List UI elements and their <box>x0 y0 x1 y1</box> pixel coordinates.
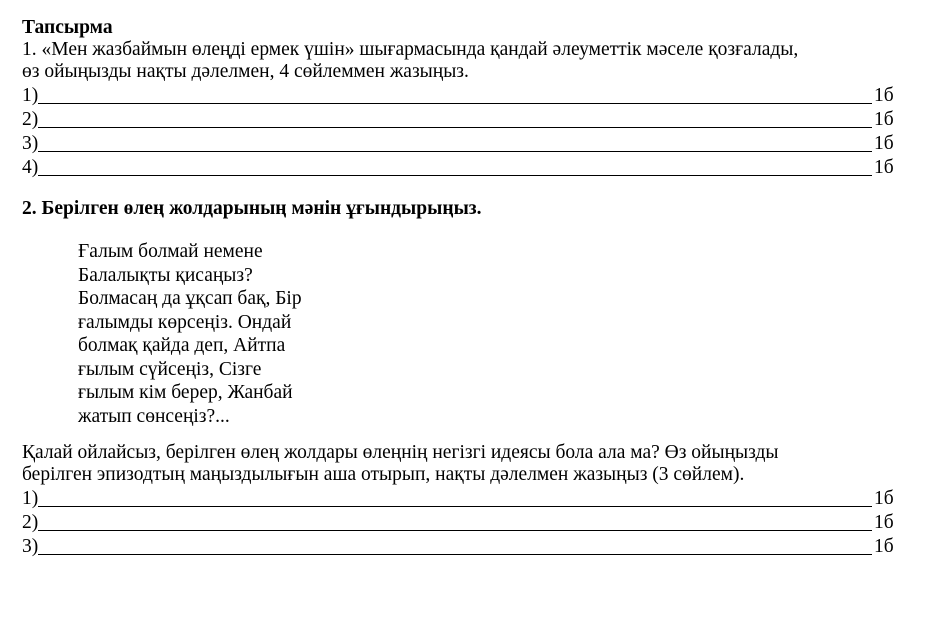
poem-line: ғылым сүйсеңіз, Сізге <box>78 358 262 380</box>
question-2-text <box>22 198 902 220</box>
question-1 <box>22 39 902 179</box>
answer-points: 1б <box>874 133 894 154</box>
answer-row-q1-4[interactable] <box>22 155 902 179</box>
answer-line[interactable] <box>38 150 872 152</box>
answer-row-q1-3[interactable] <box>22 131 902 155</box>
question-2-prompt: Берілген өлең жолдарының мәнін ұғындырыңыз. <box>36 198 482 219</box>
poem-line: ғылым кім берер, Жанбай <box>78 382 293 403</box>
answer-points: 1б <box>874 157 894 178</box>
answer-points: 1б <box>874 85 894 106</box>
question-1-text-line-2: өз ойыңызды нақты дәлелмен, 4 сөйлеммен жазыңыз. <box>22 61 469 82</box>
worksheet-title: Тапсырма <box>22 17 113 38</box>
question-2 <box>22 198 902 428</box>
answer-points: 1б <box>874 488 894 509</box>
worksheet-content <box>22 17 902 558</box>
answer-number: 1) <box>22 85 39 106</box>
question-1-text-line-1: 1. «Мен жазбаймын өлеңді ермек үшін» шығармасында қандай әлеуметтік мәселе қозғалады, <box>22 39 799 60</box>
answer-number: 2) <box>22 109 39 130</box>
poem-line: Ғалым болмай немене <box>78 241 263 262</box>
answer-line[interactable] <box>38 126 872 128</box>
answer-line[interactable] <box>38 102 872 104</box>
answer-line[interactable] <box>38 553 872 555</box>
poem-excerpt <box>78 240 902 428</box>
answer-number: 4) <box>22 157 39 178</box>
poem-line: жатып сөнсеңіз?... <box>78 405 230 427</box>
answer-row-q1-1[interactable] <box>22 83 902 107</box>
answer-line[interactable] <box>38 174 872 176</box>
answer-row-q3-3[interactable] <box>22 534 902 558</box>
answer-points: 1б <box>874 109 894 130</box>
answer-row-q3-1[interactable] <box>22 486 902 510</box>
answer-number: 3) <box>22 133 39 154</box>
question-3-text-line-2: берілген эпизодтың маңыздылығын аша отырып, нақты дәлелмен жазыңыз (3 сөйлем). <box>22 464 745 485</box>
answer-points: 1б <box>874 512 894 533</box>
answer-number: 1) <box>22 488 39 509</box>
answer-points: 1б <box>874 536 894 557</box>
answer-row-q1-2[interactable] <box>22 107 902 131</box>
question-2-number: 2. <box>22 198 37 219</box>
poem-line: Балалықты қисаңыз? <box>78 264 253 286</box>
question-3-text-line-1: Қалай ойлайсыз, берілген өлең жолдары өлеңнің негізгі идеясы бола ала ма? Өз ойыңызды <box>22 442 779 463</box>
answer-row-q3-2[interactable] <box>22 510 902 534</box>
question-3 <box>22 442 902 558</box>
answer-number: 3) <box>22 536 39 557</box>
poem-line: ғалымды көрсеңіз. Ондай <box>78 311 292 333</box>
poem-line: Болмасаң да ұқсап бақ, Бір <box>78 288 302 309</box>
answer-number: 2) <box>22 512 39 533</box>
poem-line: болмақ қайда деп, Айтпа <box>78 335 286 356</box>
answer-line[interactable] <box>38 505 872 507</box>
answer-line[interactable] <box>38 529 872 531</box>
